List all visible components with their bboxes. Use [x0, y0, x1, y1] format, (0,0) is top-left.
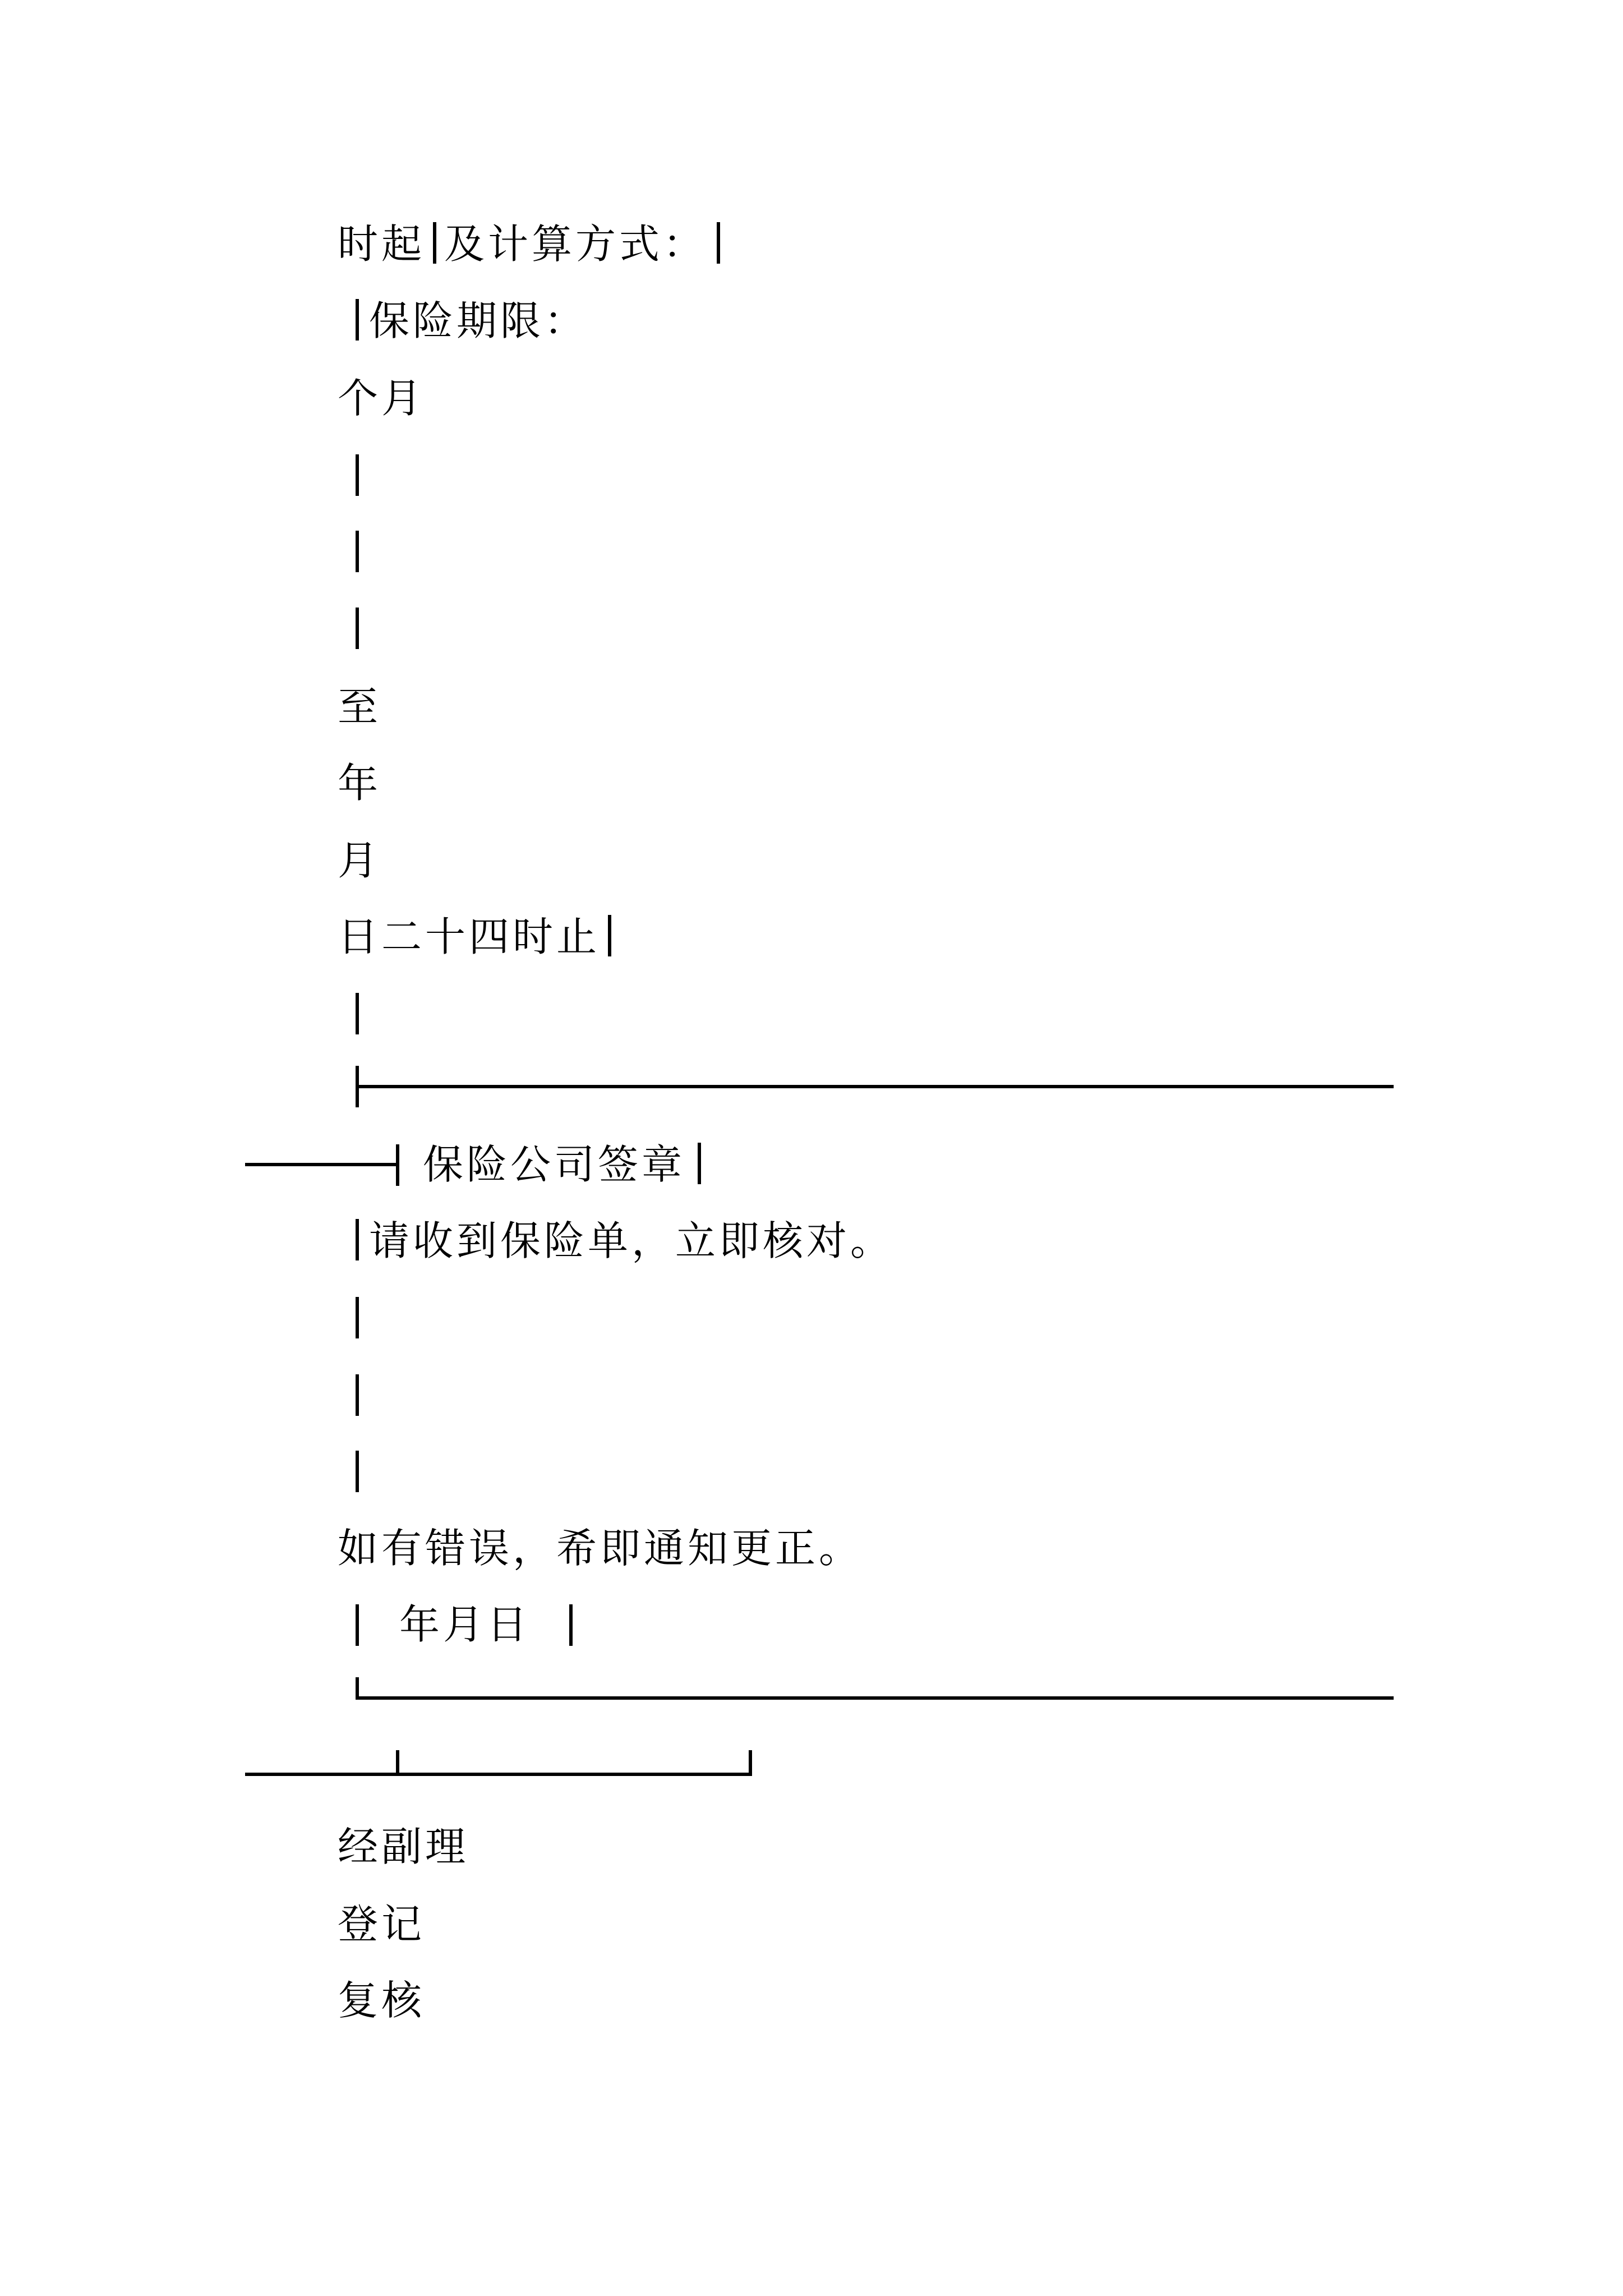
sig-manager-label: 经副理 — [338, 1823, 469, 1870]
insurance-period-label: 保险期限： — [369, 297, 588, 344]
company-seal-line — [423, 1137, 701, 1193]
sig-register-line — [338, 1896, 425, 1952]
end-time-text: 日二十四时止 — [338, 913, 601, 960]
year-line — [338, 755, 381, 811]
table-border — [356, 1604, 359, 1646]
notice-line-2 — [338, 1520, 863, 1576]
notice-text-2: 如有错误，希即通知更正。 — [338, 1525, 863, 1572]
table-border — [433, 222, 436, 264]
notice-line-1 — [356, 1213, 894, 1269]
date-label: 年月日 — [399, 1601, 531, 1648]
table-border — [356, 531, 359, 572]
month-text: 月 — [338, 837, 382, 884]
date-line — [399, 1596, 531, 1653]
to-line — [338, 679, 381, 735]
table-border — [356, 993, 359, 1034]
start-time-line — [338, 216, 720, 272]
table-border — [356, 454, 359, 496]
table-border — [396, 1750, 399, 1775]
table-border — [749, 1750, 752, 1776]
company-seal-label: 保险公司签章 — [423, 1141, 686, 1188]
months-line — [338, 370, 425, 426]
table-divider — [356, 1696, 1394, 1700]
end-time-line — [338, 909, 611, 965]
table-border — [356, 1451, 359, 1492]
insurance-period-line — [356, 293, 588, 349]
start-time-text: 时起 — [338, 220, 426, 268]
table-divider — [245, 1773, 752, 1776]
table-divider — [359, 1085, 1394, 1088]
year-text: 年 — [338, 760, 382, 807]
month-line — [338, 832, 381, 889]
table-border — [356, 1219, 359, 1260]
table-border — [356, 608, 359, 649]
sig-register-label: 登记 — [338, 1901, 426, 1948]
table-border — [569, 1604, 573, 1646]
table-divider — [245, 1163, 399, 1166]
table-border — [356, 299, 359, 341]
months-text: 个月 — [338, 375, 426, 422]
table-border — [356, 1374, 359, 1416]
table-border — [356, 1297, 359, 1338]
to-text: 至 — [338, 683, 382, 730]
table-border — [608, 915, 611, 956]
table-border — [717, 222, 720, 264]
calc-method-label: 及计算方式： — [444, 220, 707, 268]
table-border — [698, 1143, 701, 1184]
sig-manager-line — [338, 1819, 469, 1875]
notice-text-1: 请收到保险单，立即核对。 — [369, 1217, 895, 1264]
sig-review-label: 复核 — [338, 1977, 426, 2024]
sig-review-line — [338, 1972, 425, 2028]
table-border — [396, 1144, 399, 1186]
